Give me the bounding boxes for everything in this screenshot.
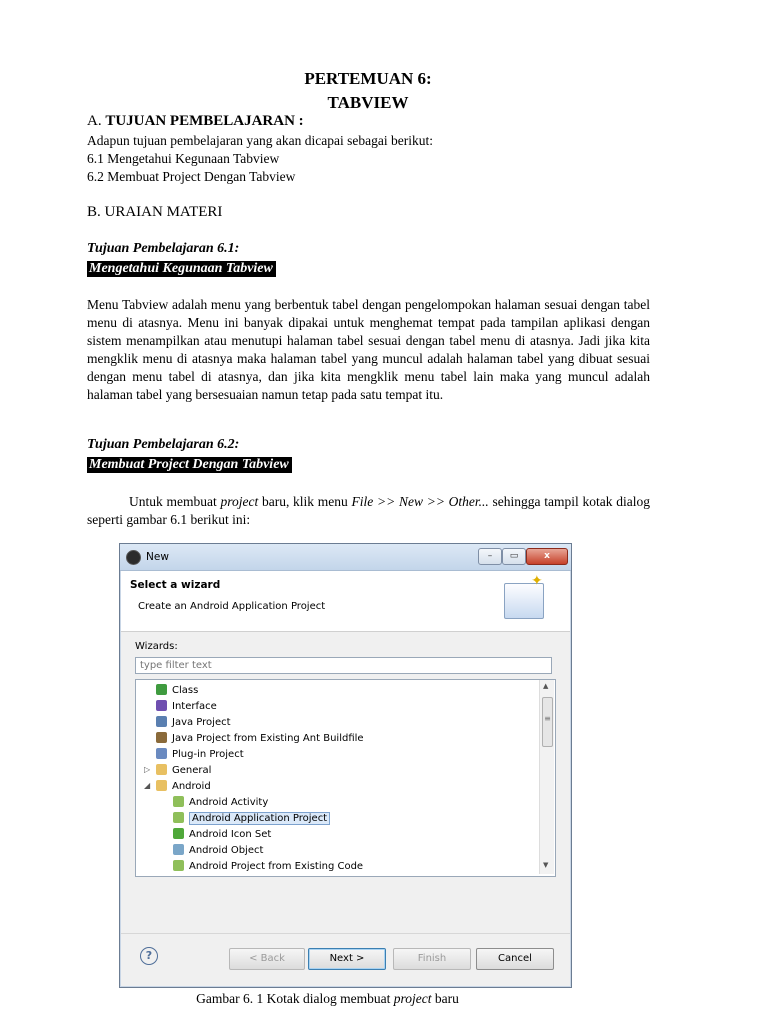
tree-item[interactable] [156, 779, 211, 794]
tree-scrollbar[interactable] [539, 680, 554, 874]
filter-input[interactable] [135, 657, 552, 674]
expand-icon[interactable]: ▷ [144, 765, 151, 774]
back-button[interactable]: < Back [229, 948, 305, 970]
java-project-icon [156, 716, 167, 727]
tp2-title-text: Membuat Project Dengan Tabview [87, 457, 292, 473]
tree-item-label: Plug-in Project [172, 749, 244, 760]
class-icon [156, 684, 167, 695]
sparkle-icon: ✦ [531, 573, 543, 589]
section-a-heading [87, 113, 304, 130]
help-icon[interactable]: ? [140, 947, 158, 965]
tp2-title [87, 457, 292, 473]
android-object-icon [173, 844, 184, 855]
cancel-button[interactable]: Cancel [476, 948, 554, 970]
tree-item-label: Android Icon Set [189, 829, 272, 840]
interface-icon [156, 700, 167, 711]
button-bar-separator [121, 933, 570, 934]
android-iconset-icon [173, 828, 184, 839]
objective-1: 6.1 Mengetahui Kegunaan Tabview [87, 151, 280, 166]
wizard-description: Create an Android Application Project [138, 601, 326, 612]
plugin-icon [156, 748, 167, 759]
section-b-letter: B. [87, 204, 101, 220]
tree-item-label: Android Activity [189, 797, 269, 808]
minimize-button[interactable]: – [478, 548, 502, 565]
tree-item-label: Android Project from Existing Code [189, 861, 364, 872]
section-b-title: URAIAN MATERI [104, 204, 223, 220]
tree-item-label: Android Object [189, 845, 264, 856]
folder-icon [156, 764, 167, 775]
section-a-letter: A. [87, 113, 102, 129]
paragraph-create-project: Untuk membuat project baru, klik menu File >> New >> Other... sehingga tampil kotak dialog seperti gambar 6.1 berikut ini: [87, 494, 650, 528]
section-b-heading [87, 204, 222, 221]
eclipse-icon [126, 550, 141, 565]
android-existing-icon [173, 860, 184, 871]
tree-item-label: Java Project from Existing Ant Buildfile [172, 733, 364, 744]
finish-button[interactable]: Finish [393, 948, 471, 970]
tp1-title [87, 261, 276, 277]
document-title-line2: TABVIEW [327, 93, 409, 112]
wizard-banner [121, 571, 570, 632]
tp2-label: Tujuan Pembelajaran 6.2: [87, 437, 240, 452]
dialog-title: New [146, 551, 169, 563]
tree-item[interactable] [173, 859, 363, 874]
maximize-button[interactable]: ▭ [502, 548, 526, 565]
tree-item-label: Android Application Project [189, 812, 330, 825]
wizard-title: Select a wizard [130, 579, 221, 591]
ant-icon [156, 732, 167, 743]
tree-item[interactable] [156, 763, 211, 778]
close-button[interactable]: x [526, 548, 568, 565]
scroll-down-icon[interactable]: ▼ [543, 861, 549, 869]
android-activity-icon [173, 796, 184, 807]
section-a-intro: Adapun tujuan pembelajaran yang akan dicapai sebagai berikut: [87, 133, 433, 148]
tree-item-label: Android [172, 781, 211, 792]
tree-item[interactable] [156, 683, 198, 698]
tree-item[interactable] [173, 843, 263, 858]
figure-caption: Gambar 6. 1 Kotak dialog membuat project baru [196, 991, 459, 1006]
tree-item[interactable] [173, 795, 268, 810]
grip-icon: ≡ [544, 714, 551, 723]
tree-item[interactable] [173, 827, 271, 842]
section-a-title: TUJUAN PEMBELAJARAN : [105, 113, 304, 129]
tp1-label: Tujuan Pembelajaran 6.1: [87, 241, 240, 256]
collapse-icon[interactable]: ◢ [144, 781, 151, 790]
next-button[interactable]: Next > [308, 948, 386, 970]
tree-item[interactable] [156, 731, 364, 746]
folder-open-icon [156, 780, 167, 791]
document-title-line1: PERTEMUAN 6: [304, 69, 432, 88]
tree-item[interactable] [156, 747, 244, 762]
tree-item[interactable] [156, 715, 231, 730]
objective-2: 6.2 Membuat Project Dengan Tabview [87, 169, 296, 184]
wizards-label: Wizards: [135, 641, 178, 652]
tp1-title-text: Mengetahui Kegunaan Tabview [87, 261, 276, 277]
tree-item-label: Class [172, 685, 199, 696]
paragraph-tabview: Menu Tabview adalah menu yang berbentuk tabel dengan pengelompokan halaman sesuai dengan tabel menu di atasnya. Menu ini banyak dipakai untuk menghemat tempat pada tampilan aplikasi dengan sistem menampilkan atau menutupi halaman tabel sesuai dengan tabel menu di atasnya. Jadi jika kita mengklik menu di atasnya maka halaman tabel yang muncul adalah halaman tabel yang dibuat sesuai dengan menu tabel di atasnya, dan jika kita mengklik menu tabel lain maka yang muncul adalah halaman tabel yang bersesuaian namun tetap pada satu tempat itu. [87, 297, 650, 403]
scroll-thumb[interactable] [542, 697, 553, 747]
tree-item-label: Java Project [172, 717, 231, 728]
android-app-icon [173, 812, 184, 823]
wizard-tree[interactable] [135, 679, 556, 877]
new-wizard-dialog [119, 543, 572, 988]
scroll-up-icon[interactable]: ▲ [543, 682, 549, 690]
tree-item-label: Interface [172, 701, 217, 712]
tree-item[interactable] [156, 699, 217, 714]
dialog-title-bar [120, 544, 571, 571]
tree-item-label: General [172, 765, 212, 776]
tree-item[interactable] [173, 811, 330, 826]
